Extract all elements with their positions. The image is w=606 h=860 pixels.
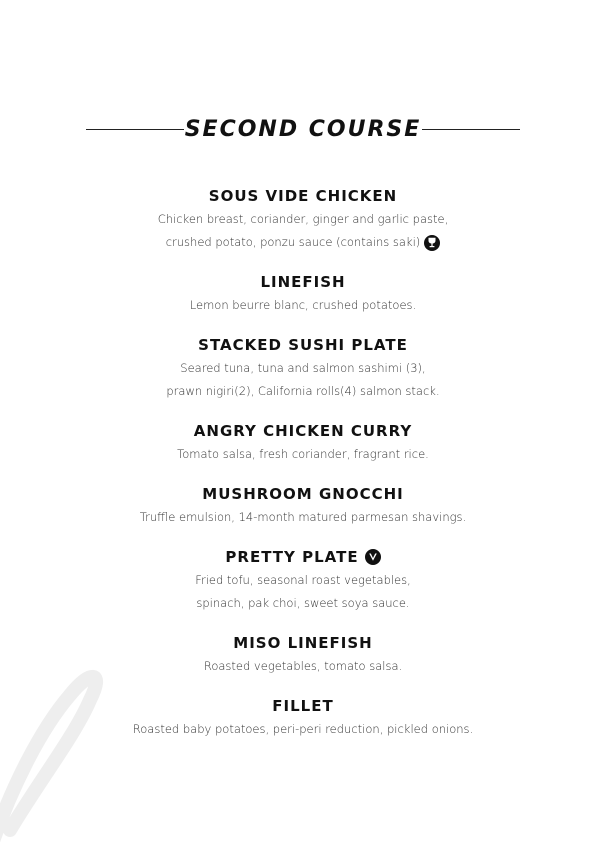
description-line: Truffle emulsion, 14-month matured parmesan shavings.	[139, 510, 467, 524]
menu-item-name-text: SOUS VIDE CHICKEN	[208, 187, 398, 205]
menu-item-name	[194, 419, 412, 443]
description-line: Tomato salsa, fresh coriander, fragrant rice.	[177, 447, 429, 461]
section-title: SECOND COURSE	[184, 116, 422, 142]
menu-item-description	[0, 506, 606, 529]
description-line: Lemon beurre blanc, crushed potatoes.	[189, 298, 417, 312]
menu-item-name	[225, 545, 380, 569]
menu-item	[0, 419, 606, 466]
menu-item-description	[0, 569, 606, 615]
menu-item-name	[260, 270, 345, 294]
menu-item-name	[209, 184, 397, 208]
menu-list	[0, 184, 606, 741]
menu-item-name	[233, 631, 372, 655]
menu-item-description	[0, 718, 606, 741]
menu-item	[0, 545, 606, 615]
menu-item-name-text: ANGRY CHICKEN CURRY	[193, 422, 413, 440]
description-line: prawn nigiri(2), California rolls(4) salmon stack.	[166, 384, 440, 398]
description-line: spinach, pak choi, sweet soya sauce.	[196, 596, 410, 610]
heading-rule-left	[86, 129, 184, 130]
description-line: Roasted vegetables, tomato salsa.	[203, 659, 403, 673]
description-line: Seared tuna, tuna and salmon sashimi (3),	[180, 361, 426, 375]
menu-item-name	[202, 482, 403, 506]
heading-rule-right	[422, 129, 520, 130]
menu-item-name-text: MISO LINEFISH	[233, 634, 373, 652]
section-heading	[86, 112, 520, 146]
menu-item-description	[0, 357, 606, 403]
wine-glass-icon	[424, 235, 440, 251]
menu-item-description	[0, 443, 606, 466]
description-line: Roasted baby potatoes, peri-peri reduction, pickled onions.	[132, 722, 474, 736]
description-line: Fried tofu, seasonal roast vegetables,	[195, 573, 411, 587]
menu-item-description	[0, 655, 606, 678]
menu-item-name-text: LINEFISH	[260, 273, 346, 291]
menu-item	[0, 333, 606, 403]
description-line: Chicken breast, coriander, ginger and garlic paste,	[157, 212, 449, 226]
menu-item	[0, 482, 606, 529]
menu-item-name-text: FILLET	[272, 697, 334, 715]
menu-item	[0, 184, 606, 254]
menu-item-name-text: STACKED SUSHI PLATE	[198, 336, 408, 354]
menu-item-description	[0, 294, 606, 317]
vegan-v-icon	[365, 549, 381, 565]
description-line: crushed potato, ponzu sauce (contains saki)	[165, 235, 421, 249]
menu-item-name-text: PRETTY PLATE	[225, 548, 359, 566]
menu-item	[0, 631, 606, 678]
menu-item-name	[198, 333, 408, 357]
menu-item-description	[0, 208, 606, 254]
menu-item-name	[272, 694, 333, 718]
menu-item	[0, 270, 606, 317]
menu-item	[0, 694, 606, 741]
menu-item-name-text: MUSHROOM GNOCCHI	[202, 485, 404, 503]
